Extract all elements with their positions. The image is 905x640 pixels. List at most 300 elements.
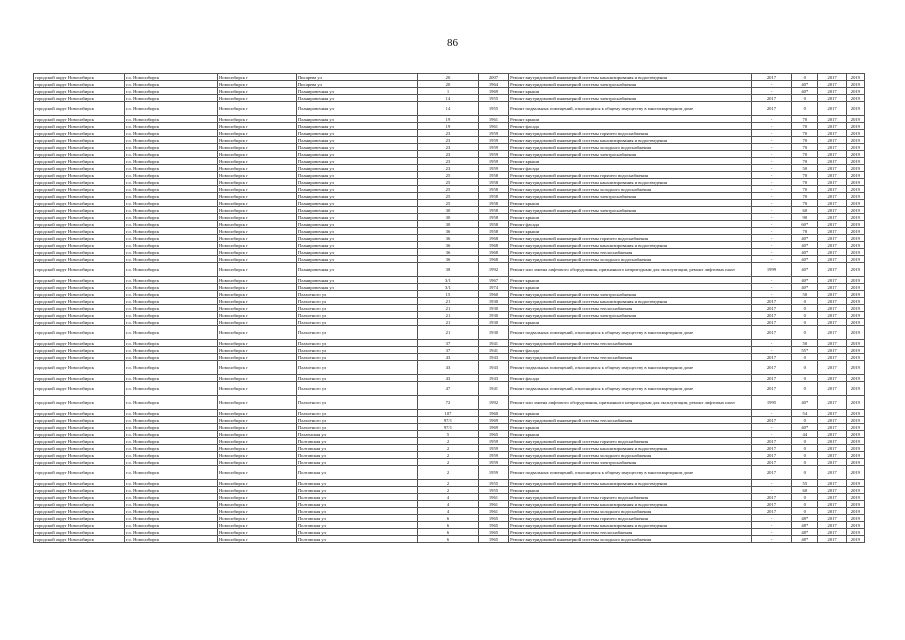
cell-plan-end-year: 2019 (846, 123, 864, 130)
cell-work-type: Ремонт внутридомовой инженерной системы горячего водоснабжения (509, 494, 752, 501)
cell-plan-end-year: 2019 (846, 515, 864, 522)
cell-plan-end-year: 2019 (846, 466, 864, 480)
cell-last-repair-year: - (751, 424, 791, 431)
cell-plan-end-year: 2019 (846, 459, 864, 466)
cell-settlement: Новосибирск г (217, 298, 296, 305)
cell-plan-end-year: 2019 (846, 207, 864, 214)
cell-work-type: Ремонт внутридомовой инженерной системы холодного водоснабжения (509, 452, 752, 459)
cell-work-type: Ремонт или замена лифтового оборудования, признанного непригодным для эксплуатации, ремонт лифтовых шахт (509, 396, 752, 410)
table-row (34, 81, 865, 88)
cell-work-type: Ремонт подвальных помещений, относящихся к общему имуществу в многоквартирном доме (509, 326, 752, 340)
cell-settlement: Новосибирск г (217, 123, 296, 130)
cell-district: г.о. Новосибирск (124, 438, 217, 445)
cell-work-type: Ремонт крыши (509, 214, 752, 221)
cell-build-year: 1943 (478, 375, 508, 382)
cell-settlement: Новосибирск г (217, 144, 296, 151)
cell-work-type: Ремонт внутридомовой инженерной системы канализирования и водоотведения (509, 445, 752, 452)
cell-settlement: Новосибирск г (217, 424, 296, 431)
cell-settlement: Новосибирск г (217, 487, 296, 494)
cell-plan-start-year: 2017 (818, 130, 846, 137)
cell-street: Плахотного ул (296, 312, 417, 319)
cell-district: г.о. Новосибирск (124, 410, 217, 417)
cell-plan-end-year: 2019 (846, 326, 864, 340)
table-row (34, 382, 865, 396)
cell-house-number: 38 (418, 263, 479, 277)
cell-district: г.о. Новосибирск (124, 179, 217, 186)
cell-district: г.о. Новосибирск (124, 102, 217, 116)
cell-plan-start-year: 2017 (818, 193, 846, 200)
cell-last-repair-year: - (751, 221, 791, 228)
cell-build-year: 1959 (478, 165, 508, 172)
cell-settlement: Новосибирск г (217, 340, 296, 347)
cell-street: Плахотного ул (296, 375, 417, 382)
cell-plan-start-year: 2017 (818, 242, 846, 249)
table-row (34, 242, 865, 249)
cell-district: г.о. Новосибирск (124, 529, 217, 536)
cell-work-type: Ремонт фасада (509, 347, 752, 354)
cell-wear-percent: 0 (792, 445, 818, 452)
cell-municipality: городской округ Новосибирск (34, 186, 125, 193)
cell-build-year: 1992 (478, 263, 508, 277)
cell-street: Планировочная ул (296, 179, 417, 186)
cell-work-type: Ремонт внутридомовой инженерной системы холодного водоснабжения (509, 144, 752, 151)
cell-build-year: 1965 (478, 536, 508, 543)
cell-work-type: Ремонт крыши (509, 284, 752, 291)
cell-build-year: 1959 (478, 459, 508, 466)
cell-last-repair-year: - (751, 256, 791, 263)
cell-plan-start-year: 2017 (818, 88, 846, 95)
cell-build-year: 1958 (478, 221, 508, 228)
cell-settlement: Новосибирск г (217, 396, 296, 410)
cell-district: г.о. Новосибирск (124, 361, 217, 375)
cell-district: г.о. Новосибирск (124, 291, 217, 298)
cell-settlement: Новосибирск г (217, 137, 296, 144)
cell-house-number: 72 (418, 396, 479, 410)
cell-build-year: 1959 (478, 158, 508, 165)
cell-work-type: Ремонт крыши (509, 228, 752, 235)
cell-municipality: городской округ Новосибирск (34, 326, 125, 340)
cell-plan-start-year: 2017 (818, 501, 846, 508)
cell-street: Плахотного ул (296, 305, 417, 312)
cell-district: г.о. Новосибирск (124, 165, 217, 172)
cell-plan-start-year: 2017 (818, 410, 846, 417)
cell-wear-percent: 48* (792, 515, 818, 522)
cell-plan-end-year: 2019 (846, 445, 864, 452)
cell-build-year: 1960 (478, 410, 508, 417)
cell-plan-start-year: 2017 (818, 375, 846, 382)
cell-municipality: городской округ Новосибирск (34, 249, 125, 256)
cell-build-year: 1941 (478, 347, 508, 354)
cell-house-number: 23 (418, 144, 479, 151)
cell-last-repair-year: - (751, 88, 791, 95)
table-row (34, 445, 865, 452)
cell-last-repair-year: - (751, 431, 791, 438)
cell-house-number: 47 (418, 382, 479, 396)
cell-street: Плахотного ул (296, 291, 417, 298)
cell-municipality: городской округ Новосибирск (34, 424, 125, 431)
cell-municipality: городской округ Новосибирск (34, 501, 125, 508)
cell-plan-end-year: 2019 (846, 529, 864, 536)
table-row (34, 522, 865, 529)
cell-street: Плахотного ул (296, 319, 417, 326)
cell-last-repair-year: 1995 (751, 396, 791, 410)
cell-district: г.о. Новосибирск (124, 151, 217, 158)
cell-last-repair-year: 2017 (751, 375, 791, 382)
cell-plan-end-year: 2019 (846, 410, 864, 417)
table-row (34, 235, 865, 242)
cell-plan-start-year: 2017 (818, 438, 846, 445)
cell-district: г.о. Новосибирск (124, 277, 217, 284)
cell-plan-end-year: 2019 (846, 116, 864, 123)
cell-plan-end-year: 2019 (846, 214, 864, 221)
table-row (34, 249, 865, 256)
cell-last-repair-year: 2017 (751, 494, 791, 501)
cell-work-type: Ремонт внутридомовой инженерной системы горячего водоснабжения (509, 515, 752, 522)
cell-plan-end-year: 2019 (846, 151, 864, 158)
cell-house-number: 4 (418, 501, 479, 508)
table-row (34, 158, 865, 165)
cell-plan-start-year: 2017 (818, 396, 846, 410)
table-row (34, 88, 865, 95)
cell-settlement: Новосибирск г (217, 256, 296, 263)
cell-last-repair-year: - (751, 228, 791, 235)
page-number: 86 (447, 37, 458, 49)
cell-wear-percent: 70 (792, 116, 818, 123)
cell-plan-start-year: 2017 (818, 529, 846, 536)
cell-street: Плахотного ул (296, 361, 417, 375)
cell-house-number: 30 (418, 214, 479, 221)
cell-wear-percent: 0 (792, 417, 818, 424)
cell-district: г.о. Новосибирск (124, 319, 217, 326)
cell-house-number: 3/1 (418, 284, 479, 291)
cell-district: г.о. Новосибирск (124, 207, 217, 214)
cell-last-repair-year: - (751, 522, 791, 529)
cell-district: г.о. Новосибирск (124, 235, 217, 242)
cell-street: Планировочная ул (296, 284, 417, 291)
cell-last-repair-year: - (751, 193, 791, 200)
cell-house-number: 2 (418, 438, 479, 445)
cell-wear-percent: 0 (792, 326, 818, 340)
cell-plan-end-year: 2019 (846, 340, 864, 347)
cell-settlement: Новосибирск г (217, 263, 296, 277)
cell-wear-percent: 0 (792, 466, 818, 480)
cell-district: г.о. Новосибирск (124, 193, 217, 200)
cell-last-repair-year: - (751, 480, 791, 487)
cell-wear-percent: 48* (792, 536, 818, 543)
cell-street: Планировочная ул (296, 165, 417, 172)
cell-house-number: 36 (418, 228, 479, 235)
cell-plan-start-year: 2017 (818, 487, 846, 494)
cell-street: Полтавская ул (296, 438, 417, 445)
cell-build-year: 1959 (478, 137, 508, 144)
cell-municipality: городской округ Новосибирск (34, 242, 125, 249)
cell-municipality: городской округ Новосибирск (34, 480, 125, 487)
cell-plan-end-year: 2019 (846, 354, 864, 361)
cell-street: Планировочная ул (296, 88, 417, 95)
cell-municipality: городской округ Новосибирск (34, 200, 125, 207)
cell-work-type: Ремонт внутридомовой инженерной системы электроснабжения (509, 95, 752, 102)
cell-build-year: 1992 (478, 396, 508, 410)
table-row (34, 354, 865, 361)
cell-build-year: 1959 (478, 144, 508, 151)
cell-municipality: городской округ Новосибирск (34, 515, 125, 522)
cell-plan-start-year: 2017 (818, 186, 846, 193)
cell-municipality: городской округ Новосибирск (34, 207, 125, 214)
cell-plan-end-year: 2019 (846, 487, 864, 494)
cell-municipality: городской округ Новосибирск (34, 221, 125, 228)
cell-settlement: Новосибирск г (217, 81, 296, 88)
cell-plan-start-year: 2017 (818, 445, 846, 452)
cell-plan-start-year: 2017 (818, 424, 846, 431)
cell-wear-percent: 70 (792, 193, 818, 200)
cell-house-number: 23 (418, 137, 479, 144)
cell-street: Планировочная ул (296, 186, 417, 193)
cell-settlement: Новосибирск г (217, 347, 296, 354)
cell-street: Планировочная ул (296, 242, 417, 249)
cell-last-repair-year: - (751, 123, 791, 130)
cell-plan-end-year: 2019 (846, 221, 864, 228)
cell-street: Писарева ул (296, 74, 417, 81)
cell-street: Планировочная ул (296, 263, 417, 277)
cell-district: г.о. Новосибирск (124, 242, 217, 249)
cell-municipality: городской округ Новосибирск (34, 354, 125, 361)
cell-house-number: 37 (418, 347, 479, 354)
cell-build-year: 1965 (478, 431, 508, 438)
cell-plan-start-year: 2017 (818, 536, 846, 543)
cell-build-year: 1961 (478, 508, 508, 515)
cell-district: г.о. Новосибирск (124, 130, 217, 137)
cell-build-year: 1958 (478, 207, 508, 214)
cell-build-year: 1961 (478, 501, 508, 508)
cell-wear-percent: 48* (792, 529, 818, 536)
cell-street: Полтавская ул (296, 536, 417, 543)
cell-district: г.о. Новосибирск (124, 95, 217, 102)
table-row (34, 144, 865, 151)
cell-last-repair-year: 2017 (751, 319, 791, 326)
cell-plan-end-year: 2019 (846, 284, 864, 291)
cell-plan-end-year: 2019 (846, 193, 864, 200)
cell-house-number: 21 (418, 312, 479, 319)
cell-build-year: 1958 (478, 172, 508, 179)
cell-last-repair-year: 2017 (751, 445, 791, 452)
cell-settlement: Новосибирск г (217, 466, 296, 480)
cell-plan-end-year: 2019 (846, 501, 864, 508)
cell-work-type: Ремонт фасада (509, 221, 752, 228)
cell-work-type: Ремонт внутридомовой инженерной системы электроснабжения (509, 193, 752, 200)
cell-settlement: Новосибирск г (217, 179, 296, 186)
cell-wear-percent: 0 (792, 459, 818, 466)
cell-wear-percent: 0 (792, 375, 818, 382)
cell-build-year: 1958 (478, 179, 508, 186)
cell-street: Планировочная ул (296, 158, 417, 165)
cell-wear-percent: 0 (792, 382, 818, 396)
cell-wear-percent: 40* (792, 396, 818, 410)
cell-settlement: Новосибирск г (217, 515, 296, 522)
cell-district: г.о. Новосибирск (124, 186, 217, 193)
cell-plan-start-year: 2017 (818, 277, 846, 284)
cell-plan-start-year: 2017 (818, 340, 846, 347)
table-row (34, 438, 865, 445)
cell-house-number: 25 (418, 172, 479, 179)
cell-build-year: 1955 (478, 95, 508, 102)
table-row (34, 312, 865, 319)
cell-plan-start-year: 2017 (818, 172, 846, 179)
cell-build-year: 1959 (478, 466, 508, 480)
cell-last-repair-year: - (751, 172, 791, 179)
cell-wear-percent: 70 (792, 130, 818, 137)
cell-wear-percent: 70 (792, 186, 818, 193)
cell-wear-percent: 70 (792, 228, 818, 235)
cell-settlement: Новосибирск г (217, 326, 296, 340)
cell-municipality: городской округ Новосибирск (34, 151, 125, 158)
cell-plan-end-year: 2019 (846, 375, 864, 382)
cell-work-type: Ремонт внутридомовой инженерной системы горячего водоснабжения (509, 235, 752, 242)
cell-build-year: 1974 (478, 284, 508, 291)
cell-work-type: Ремонт внутридомовой инженерной системы холодного водоснабжения (509, 508, 752, 515)
cell-street: Плахотного ул (296, 340, 417, 347)
cell-build-year: 1960 (478, 291, 508, 298)
cell-house-number: 15 (418, 291, 479, 298)
table-row (34, 494, 865, 501)
cell-work-type: Ремонт внутридомовой инженерной системы электроснабжения (509, 151, 752, 158)
cell-plan-end-year: 2019 (846, 396, 864, 410)
cell-municipality: городской округ Новосибирск (34, 123, 125, 130)
cell-house-number: 21 (418, 298, 479, 305)
cell-last-repair-year: 2017 (751, 361, 791, 375)
table-row (34, 291, 865, 298)
cell-street: Полтавская ул (296, 529, 417, 536)
table-row (34, 214, 865, 221)
cell-last-repair-year: 2017 (751, 354, 791, 361)
cell-house-number: 21 (418, 326, 479, 340)
cell-municipality: городской округ Новосибирск (34, 165, 125, 172)
cell-wear-percent: 0 (792, 95, 818, 102)
cell-plan-end-year: 2019 (846, 438, 864, 445)
table-row (34, 431, 865, 438)
cell-plan-end-year: 2019 (846, 81, 864, 88)
cell-wear-percent: 50 (792, 291, 818, 298)
cell-wear-percent: 70 (792, 123, 818, 130)
cell-settlement: Новосибирск г (217, 130, 296, 137)
cell-wear-percent: 54 (792, 410, 818, 417)
cell-plan-end-year: 2019 (846, 312, 864, 319)
cell-wear-percent: 0 (792, 312, 818, 319)
cell-work-type: Ремонт внутридомовой инженерной системы теплоснабжения (509, 249, 752, 256)
cell-municipality: городской округ Новосибирск (34, 522, 125, 529)
table-row (34, 452, 865, 459)
cell-plan-end-year: 2019 (846, 361, 864, 375)
cell-settlement: Новосибирск г (217, 284, 296, 291)
cell-wear-percent: 40* (792, 284, 818, 291)
cell-settlement: Новосибирск г (217, 305, 296, 312)
cell-district: г.о. Новосибирск (124, 494, 217, 501)
table-row (34, 221, 865, 228)
cell-last-repair-year: - (751, 242, 791, 249)
cell-district: г.о. Новосибирск (124, 522, 217, 529)
cell-work-type: Ремонт крыши (509, 200, 752, 207)
cell-municipality: городской округ Новосибирск (34, 284, 125, 291)
cell-municipality: городской округ Новосибирск (34, 396, 125, 410)
cell-settlement: Новосибирск г (217, 508, 296, 515)
cell-street: Планировочная ул (296, 277, 417, 284)
cell-build-year: 1968 (478, 249, 508, 256)
cell-house-number: 25 (418, 200, 479, 207)
cell-house-number: 20 (418, 81, 479, 88)
cell-municipality: городской округ Новосибирск (34, 144, 125, 151)
cell-municipality: городской округ Новосибирск (34, 508, 125, 515)
cell-district: г.о. Новосибирск (124, 466, 217, 480)
cell-municipality: городской округ Новосибирск (34, 382, 125, 396)
cell-settlement: Новосибирск г (217, 277, 296, 284)
cell-plan-start-year: 2017 (818, 158, 846, 165)
cell-house-number: 19 (418, 116, 479, 123)
cell-last-repair-year: - (751, 529, 791, 536)
cell-municipality: городской округ Новосибирск (34, 298, 125, 305)
cell-plan-start-year: 2017 (818, 494, 846, 501)
table-row (34, 340, 865, 347)
cell-house-number: 97/1 (418, 424, 479, 431)
cell-district: г.о. Новосибирск (124, 515, 217, 522)
cell-district: г.о. Новосибирск (124, 144, 217, 151)
cell-build-year: 1955 (478, 480, 508, 487)
cell-plan-end-year: 2019 (846, 452, 864, 459)
cell-street: Писарева ул (296, 81, 417, 88)
table-row (34, 375, 865, 382)
cell-plan-start-year: 2017 (818, 207, 846, 214)
cell-build-year: 1955 (478, 487, 508, 494)
cell-build-year: 1969 (478, 88, 508, 95)
cell-settlement: Новосибирск г (217, 207, 296, 214)
cell-settlement: Новосибирск г (217, 165, 296, 172)
cell-build-year: 1959 (478, 438, 508, 445)
table-body (34, 74, 865, 543)
table-row (34, 116, 865, 123)
table-row (34, 179, 865, 186)
cell-settlement: Новосибирск г (217, 235, 296, 242)
cell-settlement: Новосибирск г (217, 354, 296, 361)
cell-wear-percent: 55* (792, 347, 818, 354)
cell-settlement: Новосибирск г (217, 522, 296, 529)
cell-street: Планировочная ул (296, 130, 417, 137)
cell-street: Полтавская ул (296, 452, 417, 459)
cell-municipality: городской округ Новосибирск (34, 235, 125, 242)
table-row (34, 102, 865, 116)
cell-street: Плахотного ул (296, 347, 417, 354)
cell-work-type: Ремонт внутридомовой инженерной системы холодного водоснабжения (509, 256, 752, 263)
cell-street: Планировочная ул (296, 144, 417, 151)
cell-plan-start-year: 2017 (818, 151, 846, 158)
cell-wear-percent: 0 (792, 354, 818, 361)
cell-last-repair-year: 2017 (751, 452, 791, 459)
cell-street: Планировочная ул (296, 137, 417, 144)
cell-build-year: 1961 (478, 116, 508, 123)
cell-house-number: 5 (418, 431, 479, 438)
cell-build-year: 1969 (478, 417, 508, 424)
cell-work-type: Ремонт внутридомовой инженерной системы электроснабжения (509, 459, 752, 466)
cell-house-number: 43 (418, 375, 479, 382)
cell-settlement: Новосибирск г (217, 158, 296, 165)
cell-settlement: Новосибирск г (217, 291, 296, 298)
cell-last-repair-year: - (751, 291, 791, 298)
cell-plan-start-year: 2017 (818, 480, 846, 487)
cell-last-repair-year: - (751, 137, 791, 144)
table-row (34, 123, 865, 130)
cell-plan-end-year: 2019 (846, 417, 864, 424)
cell-last-repair-year: - (751, 487, 791, 494)
cell-street: Плахотного ул (296, 382, 417, 396)
cell-municipality: городской округ Новосибирск (34, 487, 125, 494)
cell-settlement: Новосибирск г (217, 186, 296, 193)
